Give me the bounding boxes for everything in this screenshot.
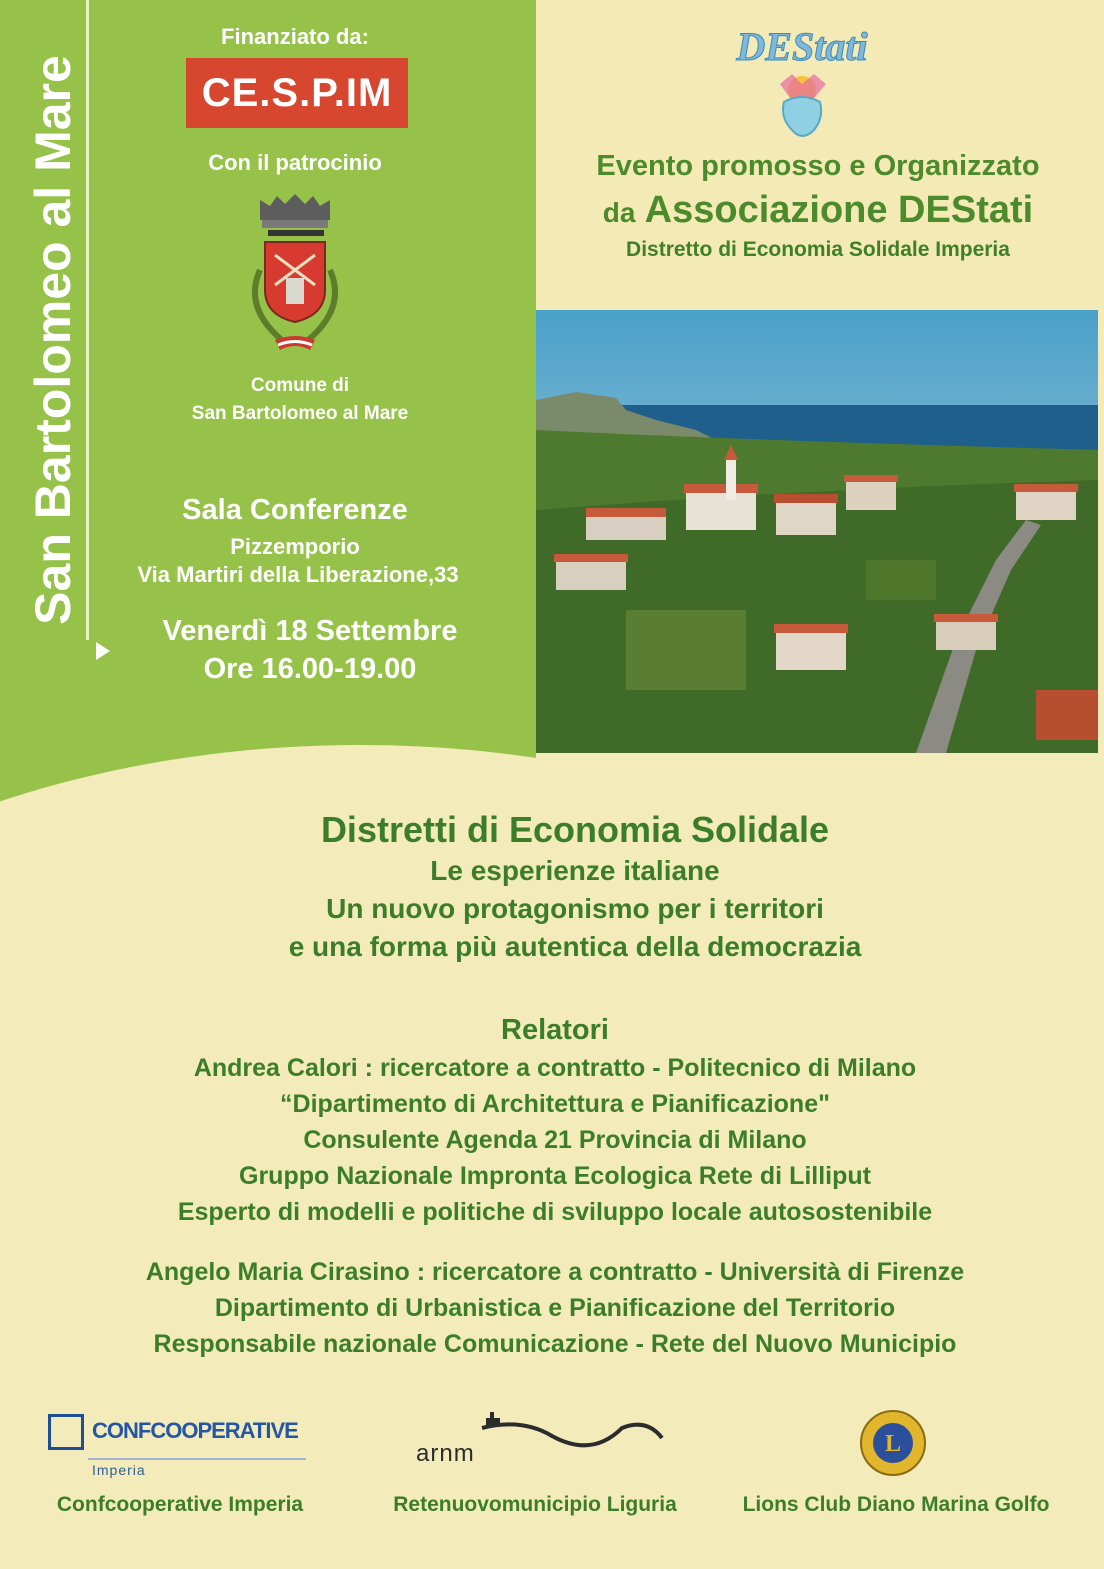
speaker-line: Responsabile nazionale Comunicazione - Rete del Nuovo Municipio: [153, 1330, 957, 1358]
venue-address: Via Martiri della Liberazione,33: [137, 562, 459, 587]
speaker-line: Andrea Calori : ricercatore a contratto - Politecnico di Milano: [193, 1054, 917, 1082]
confcooperative-logo-sub: Imperia: [92, 1462, 146, 1478]
organizer-name: Associazione DEStati: [644, 189, 1034, 231]
headline-title: Distretti di Economia Solidale: [320, 809, 830, 850]
speakers-block: [40, 1010, 1070, 1362]
coastal-village-photo: [536, 310, 1098, 753]
lions-club-emblem-icon: [858, 1408, 928, 1478]
speaker-line: Dipartimento di Urbanistica e Pianificazione del Territorio: [214, 1294, 896, 1322]
arrow-icon: [96, 642, 110, 660]
organizer-prefix: da: [602, 197, 636, 228]
speaker-line: Angelo Maria Cirasino : ricercatore a contratto - Università di Firenze: [145, 1258, 965, 1286]
vertical-town-title: San Bartolomeo al Mare: [25, 55, 81, 625]
lions-caption: Lions Club Diano Marina Golfo: [742, 1493, 1050, 1516]
speaker-gap: [40, 1230, 1070, 1254]
confcooperative-logo-text: CONFCOOPERATIVE: [92, 1418, 298, 1443]
venue-place: Pizzemporio: [230, 534, 360, 559]
event-time: Ore 16.00-19.00: [203, 653, 417, 685]
arnm-logo-text: arnm: [416, 1440, 475, 1467]
speaker-line: Gruppo Nazionale Impronta Ecologica Rete di Lilliput: [239, 1162, 871, 1190]
confcooperative-rule: [88, 1458, 306, 1460]
coat-of-arms-icon: [230, 190, 360, 365]
headline-sub3: e una forma più autentica della democrazia: [288, 931, 862, 962]
speaker-line: Consulente Agenda 21 Provincia di Milano: [303, 1126, 807, 1154]
organizer-line1: Evento promosso e Organizzato: [596, 150, 1040, 182]
arnm-caption: Retenuovomunicipio Liguria: [393, 1493, 677, 1516]
comune-line2: San Bartolomeo al Mare: [191, 403, 409, 424]
speakers-title: Relatori: [501, 1014, 609, 1046]
event-date: Venerdì 18 Settembre: [162, 615, 458, 647]
patronage-label: Con il patrocinio: [208, 150, 382, 175]
confcooperative-icon: [48, 1414, 84, 1450]
confcooperative-caption: Confcooperative Imperia: [56, 1493, 304, 1516]
destati-logo-text: DEStati: [736, 24, 868, 69]
speaker-line: Esperto di modelli e politiche di sviluppo locale autosostenibile: [177, 1198, 933, 1226]
comune-caption: [150, 372, 450, 428]
cespim-logo: CE.S.P.IM: [186, 58, 408, 128]
organizer-subtitle: Distretto di Economia Solidale Imperia: [626, 238, 1010, 261]
organizer-block: [548, 146, 1088, 263]
venue-name: Sala Conferenze: [182, 494, 408, 526]
organizer-line2: [548, 186, 1088, 237]
funding-label: Finanziato da:: [221, 24, 369, 49]
speaker-line: “Dipartimento di Architettura e Pianificazione": [280, 1090, 830, 1118]
headline-sub2: Un nuovo protagonismo per i territori: [326, 893, 824, 924]
headline-sub1: Le esperienze italiane: [430, 855, 720, 886]
vertical-divider: [86, 0, 89, 640]
svg-text:L: L: [884, 1431, 902, 1457]
comune-line1: Comune di: [250, 375, 350, 396]
event-datetime: [110, 612, 510, 688]
destati-logo: [722, 18, 882, 148]
headline-block: [60, 808, 1090, 966]
